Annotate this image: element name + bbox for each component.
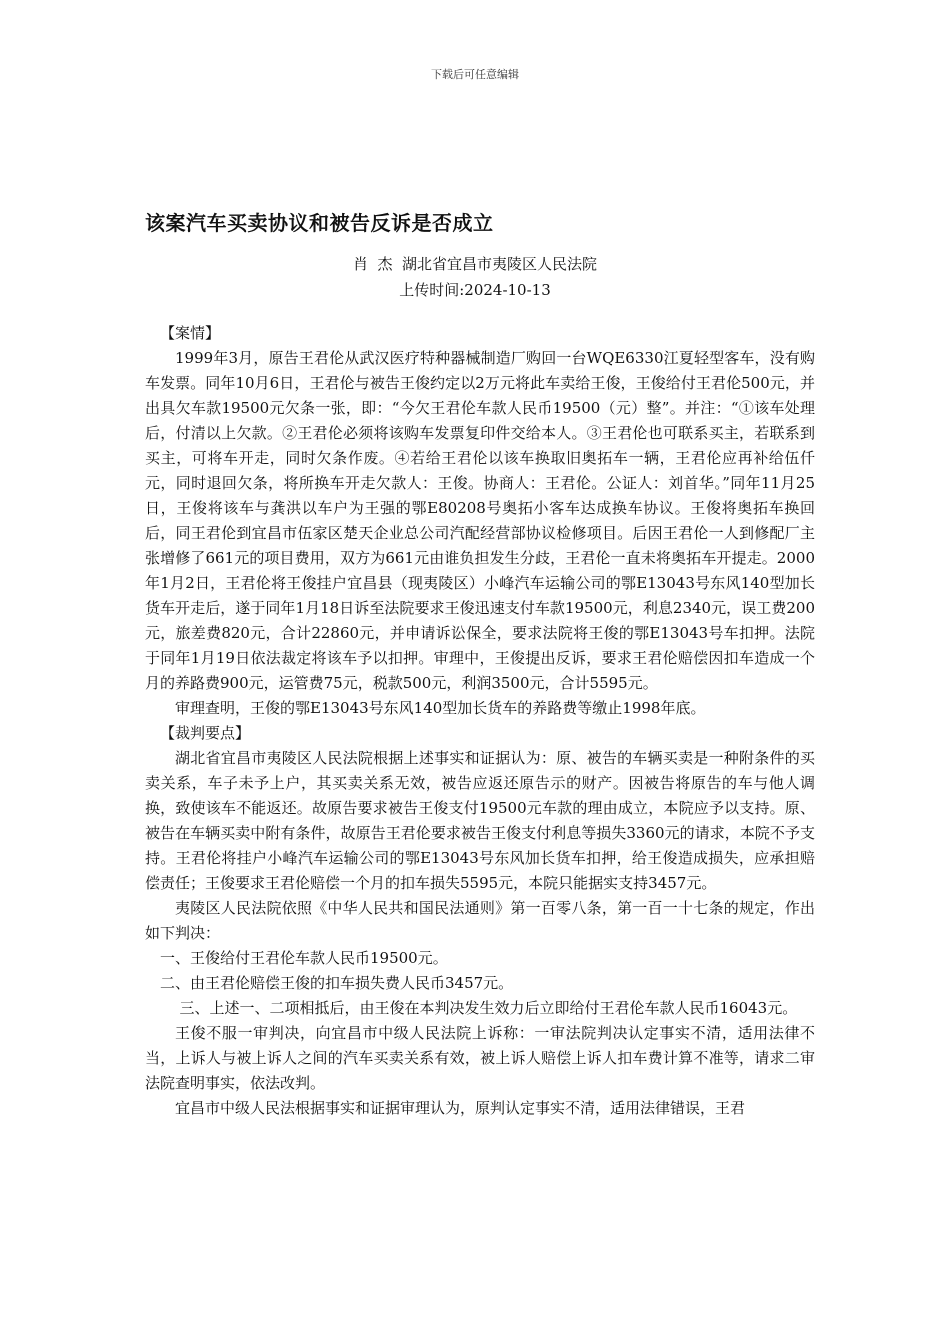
second-trial-paragraph: 宜昌市中级人民法根据事实和证据审理认为，原判认定事实不清，适用法律错误，王君 — [175, 1099, 746, 1117]
ruling-item-2: 二、由王君伦赔偿王俊的扣车损失费人民币3457元。 — [160, 974, 514, 992]
page-title: 该案汽车买卖协议和被告反诉是否成立 — [145, 211, 494, 235]
author-line: 肖 杰 湖北省宜昌市夷陵区人民法院 — [352, 255, 598, 273]
upload-time: 上传时间:2024-10-13 — [399, 281, 551, 299]
appeal-paragraph: 王俊不服一审判决，向宜昌市中级人民法院上诉称：一审法院判决认定事实不清，适用法律不当，上诉人与被上诉人之间的汽车买卖关系有效，被上诉人赔偿上诉人扣车费计算不准等，请求二审法院查明事实，依法改判。 — [145, 1024, 815, 1092]
case-heading: 【案情】 — [160, 324, 221, 342]
header-note: 下载后可任意编辑 — [431, 68, 519, 81]
ruling-item-1: 一、王俊给付王君伦车款人民币19500元。 — [160, 949, 448, 967]
case-paragraph-1: 1999年3月，原告王君伦从武汉医疗特种器械制造厂购回一台WQE6330江夏轻型客车，没有购车发票。同年10月6日，王君伦与被告王俊约定以2万元将此车卖给王俊，王俊给付王君伦500元，并出具欠车款19500元欠条一张，即：“今欠王君伦车款人民币19500（元）整”。并注：“①该车处理后，付清以上欠款。②王君伦必须将该购车发票复印件交给本人。③王君伦也可联系买主，若联系到买主，可将车开走，同时欠条作废。④若给王君伦以该车换取旧奥拓车一辆，王君伦应再补给伍仟元，同时退回欠条，将所换车开走欠款人：王俊。协商人：王君伦。公证人：刘首华。”同年11月25日，王俊将该车与龚洪以车户为王强的鄂E80208号奥拓小客车达成换车协议。王俊将奥拓车换回后，同王君伦到宜昌市伍家区楚天企业总公司汽配经营部协议检修项目。后因王君伦一人到修配厂主张增修了661元的项目费用，双方为661元由谁负担发生分歧，王君伦一直未将奥拓车开提走。2000年1月2日，王君伦将王俊挂户宜昌县（现夷陵区）小峰汽车运输公司的鄂E13043号东风140型加长货车开走后，遂于同年1月18日诉至法院要求王俊迅速支付车款19500元，利息2340元，误工费200元，旅差费820元，合计22860元，并申请诉讼保全，要求法院将王俊的鄂E13043号车扣押。法院于同年1月19日依法裁定将该车予以扣押。审理中，王俊提出反诉，要求王君伦赔偿因扣车造成一个月的养路费900元，运管费75元，税款500元，利润3500元，合计5595元。 — [145, 349, 815, 692]
judgment-heading: 【裁判要点】 — [160, 724, 251, 742]
case-paragraph-2: 审理查明，王俊的鄂E13043号东风140型加长货车的养路费等缴止1998年底。 — [175, 699, 706, 717]
judgment-paragraph-2: 夷陵区人民法院依照《中华人民共和国民法通则》第一百零八条，第一百一十七条的规定，作出如下判决： — [145, 899, 815, 942]
ruling-item-3: 三、上述一、二项相抵后，由王俊在本判决发生效力后立即给付王君伦车款人民币16043元。 — [179, 999, 798, 1017]
byline — [0, 251, 950, 303]
article-body — [145, 321, 815, 1121]
judgment-paragraph-1: 湖北省宜昌市夷陵区人民法院根据上述事实和证据认为：原、被告的车辆买卖是一种附条件的买卖关系，车子未予上户，其买卖关系无效，被告应返还原告示的财产。因被告将原告的车与他人调换，致使该车不能返还。故原告要求被告王俊支付19500元车款的理由成立，本院应予以支持。原、被告在车辆买卖中附有条件，故原告王君伦要求被告王俊支付利息等损失3360元的请求，本院不予支持。王君伦将挂户小峰汽车运输公司的鄂E13043号东风加长货车扣押，给王俊造成损失，应承担赔偿责任；王俊要求王君伦赔偿一个月的扣车损失5595元，本院只能据实支持3457元。 — [145, 749, 815, 892]
